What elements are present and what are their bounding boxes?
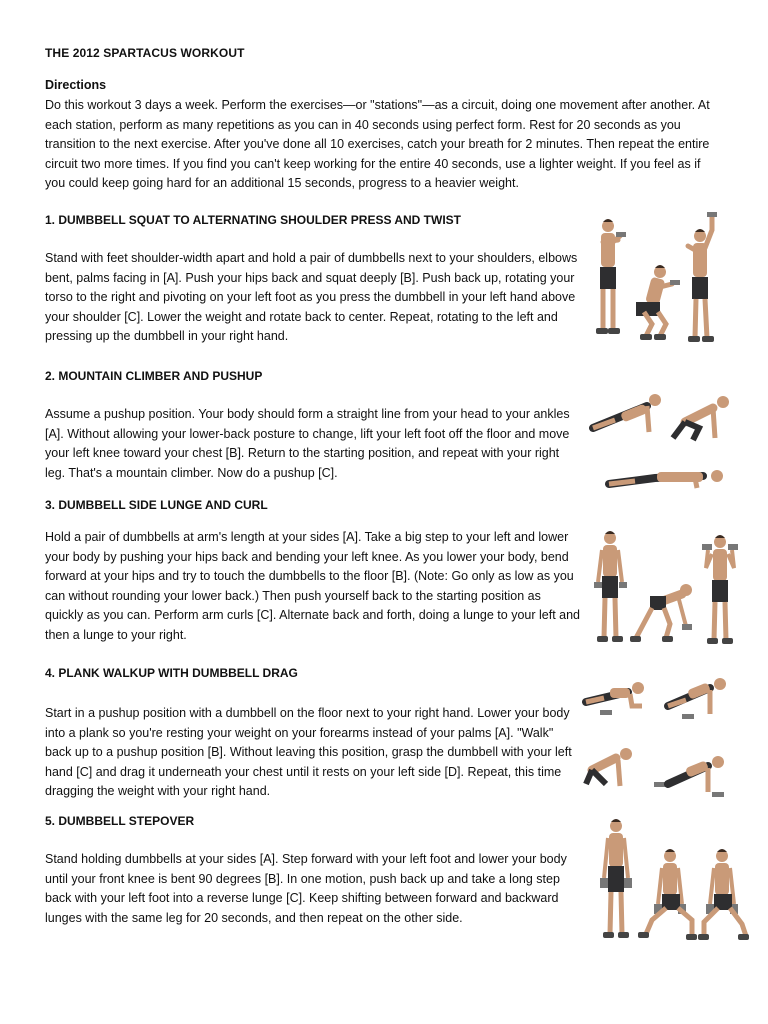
exercise-figure-a [593,394,661,432]
section-4-heading: 4. PLANK WALKUP WITH DUMBBELL DRAG [45,666,298,680]
plank-walkup-illustration [582,672,732,804]
section-1-text: Stand with feet shoulder-width apart and hold a pair of dumbbells next to your shoulders, elbows bent, palms facing in [A]. Push your hips back and squat deeply [B]. Push back up, rotating your torso to the right and pivoting on your left foot as you press the dumbbell in your left hand above your shoulder [C]. Lower the weight and rotate back to center. Repeat, rotating to the left and pressing up the dumbbell in your right hand. [45,251,578,344]
document-title: THE 2012 SPARTACUS WORKOUT [45,46,245,60]
exercise-figure-c [698,849,749,940]
section-3-text: Hold a pair of dumbbells at arm's length at your sides [A]. Take a big step to your left and lower your body by pushing your hips back and bending your left knee. As you lower your body, bend forward at your hips and try to touch the dumbbells to the floor [B]. (Note: Go only as low as you can without rounding your lower back.) Then push yourself back to the starting position as quickly as you can. Perform arm curls [C]. Alternate back and forth, doing a lunge to your left and then a lunge to your right. [45,530,580,642]
exercise-figure-a [600,819,632,938]
exercise-figure-b [673,396,729,440]
exercise-figure-b [630,584,692,642]
section-5-text: Stand holding dumbbells at your sides [A]. Step forward with your left foot and lower your body until your front knee is bent 90 degrees [B]. In one motion, push back up and take a long step back with your left foot into a reverse lunge [C]. Keep shifting between forward and backward lunges with the same leg for 20 seconds, and then repeat on the other side. [45,852,567,925]
exercise-figure-a [596,219,626,334]
section-2-text: Assume a pushup position. Your body should form a straight line from your head to your ankles [A]. Without allowing your lower-back posture to change, lift your left foot off the floor and move your left knee toward your chest [B]. Return to the starting position, and repeat with your right leg. That's a mountain climber. Now do a pushup [C]. [45,407,570,480]
directions-paragraph: Do this workout 3 days a week. Perform the exercises—or "stations"—as a circuit, doing one movement after another. At each station, perform as many repetitions as you can in 40 seconds using perfect form. Rest for 20 seconds as you transition to the next exercise. After you've done all 10 exercises, catch your breath for 2 minutes. Then repeat the entire circuit two more times. If you find you can't keep working for the entire 40 seconds, use a lighter weight. If you feel as if you could keep going hard for an additional 15 seconds, progress to a heavier weight. [45,98,710,191]
section-1-heading: 1. DUMBBELL SQUAT TO ALTERNATING SHOULDER PRESS AND TWIST [45,213,462,227]
exercise-figure-d [668,756,724,797]
side-lunge-curl-illustration [590,528,740,648]
squat-press-illustration [588,212,728,352]
section-2-heading: 2. MOUNTAIN CLIMBER AND PUSHUP [45,369,263,383]
exercise-figure-c [688,212,717,342]
exercise-figure-b [638,849,697,940]
stepover-illustration [596,816,752,950]
exercise-figure-c [702,535,738,644]
section-5-heading: 5. DUMBBELL STEPOVER [45,814,195,828]
exercise-figure-c [609,470,723,488]
section-4-text: Start in a pushup position with a dumbbell on the floor next to your right hand. Lower your body into a plank so you're resting your weight on your forearms instead of your palms [A]. "Walk" back up to a pushup position [B]. Without leaving this position, grasp the dumbbell with your left hand [C] and drag it underneath your chest until it rests on your left side [D]. Repeat, this time dragging the weight with your right hand. [45,706,572,799]
exercise-figure-c [586,748,666,787]
section-3-heading: 3. DUMBBELL SIDE LUNGE AND CURL [45,498,268,512]
mountain-climber-illustration [585,388,735,498]
directions-heading: Directions [45,78,107,92]
exercise-figure-a [594,531,627,642]
exercise-figure-a [586,682,644,715]
exercise-figure-b [668,678,726,719]
exercise-figure-b [636,265,680,340]
